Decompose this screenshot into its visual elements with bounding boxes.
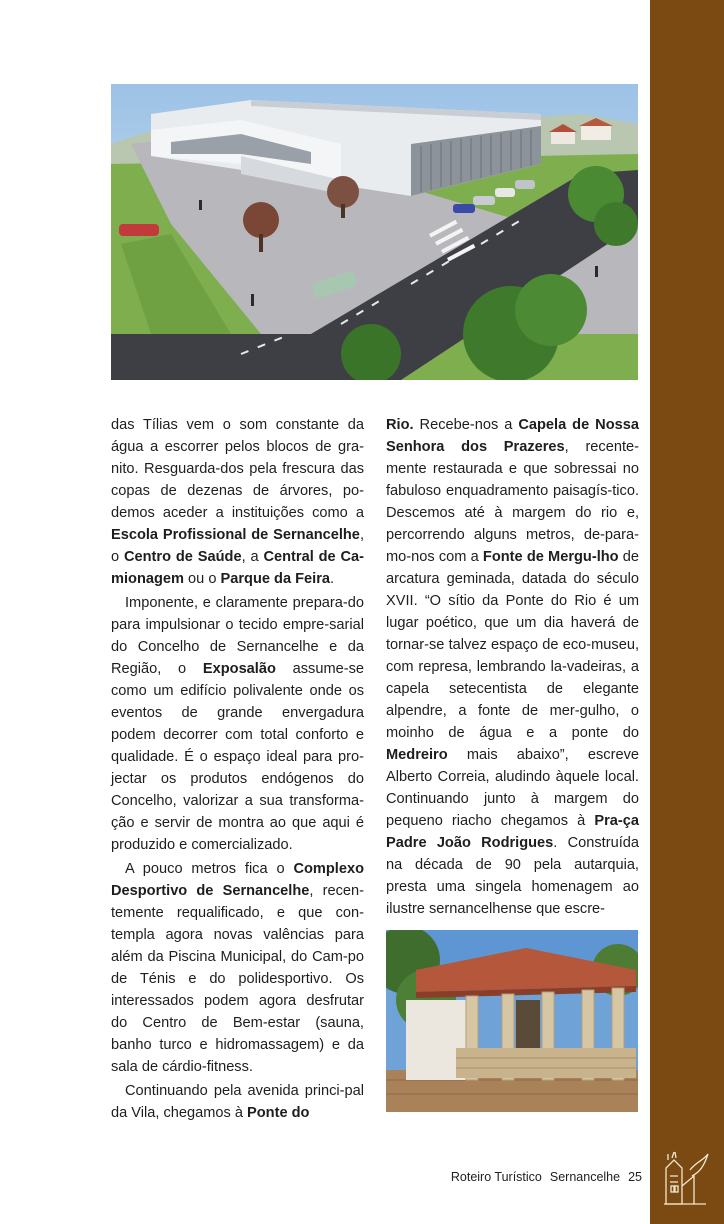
exposalao-rendering-image [111, 84, 638, 380]
fountain-photo-image [386, 930, 638, 1112]
paragraph: Rio. Recebe-nos a Capela de Nossa Senhora dos Prazeres, recente-mente restaurada e que sobressai no fabuloso enquadramento paisagís-tico. Descemos até à margem do rio e, percorrendo alguns metros, de-para-mo-nos com a Fonte de Mergu-lho de arcatura geminada, datada do século XVII. “O sítio da Ponte do Rio é um lugar poético, que um dia haverá de tornar-se talvez espaço de eco-museu, com represa, lembrando la-vadeiras, a capela setecentista de elegante alpendre, a fonte de mer-gulho, o moinho de água e a ponte do Medreiro mais abaixo”, escreve Alberto Correia, aludindo àquele local. Continuando junto à margem do pequeno riacho chegamos à Pra-ça Padre João Rodrigues. Construída na década de 90 pela autarquia, presta uma singela homenagem ao ilustre sernancelhense que escre- [386, 417, 639, 917]
village-emblem-icon [660, 1146, 712, 1208]
footer-guide-title: Roteiro Turístico [450, 1170, 542, 1184]
paragraph: Imponente, e claramente prepara-do para impulsionar o tecido empre-sarial do Concelho de Sernancelhe e da Região, o Exposalão assume-se como um edifício polivalente onde os eventos de grande envergadura podem decorrer com total conforto e qualidade. É o espaço ideal para pro-jectar os produtos endógenos do Concelho, valorizar a sua transforma-ção e servir de montra ao que aqui é produzido e comercializado. [111, 595, 364, 853]
right-text-column [386, 414, 639, 920]
paragraph: A pouco metros fica o Complexo Desportivo de Sernancelhe, recen-temente requalificado, e que con-templa agora novas valências para além da Piscina Municipal, do Cam-po de Ténis e do polidesportivo. Os interessados podem agora desfrutar do Centro de Bem-estar (sauna, banho turco e hidromassagem) e da sala de cárdio-fitness. [111, 861, 364, 1075]
left-text-column [111, 414, 364, 1124]
paragraph: Continuando pela avenida princi-pal da Vila, chegamos à Ponte do [111, 1083, 364, 1121]
side-band [650, 0, 724, 1224]
footer-place-name: Sernancelhe [549, 1170, 621, 1184]
paragraph: das Tílias vem o som constante da água a escorrer pelos blocos de gra-nito. Resguarda-dos pela frescura das copas de dezenas de árvores, po-demos aceder a instituições como a Escola Profissional de Sernancelhe, o Centro de Saúde, a Central de Ca-mionagem ou o Parque da Feira. [111, 417, 365, 587]
page-number: 25 [628, 1170, 642, 1184]
page-footer [430, 1170, 642, 1184]
